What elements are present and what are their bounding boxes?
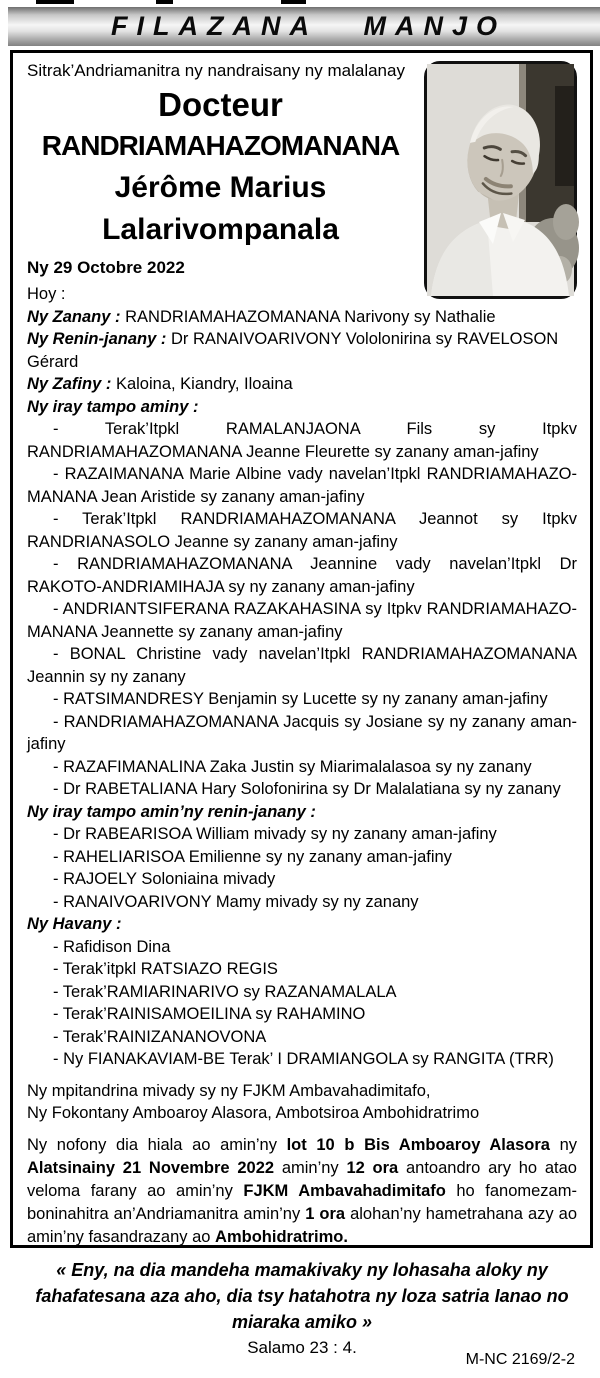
deceased-name-line: Docteur [158,86,283,123]
section-heading: Ny Havany : [27,915,122,933]
intro-line: Sitrak’Andriamanitra ny nandraisany ny malalanay [27,61,405,80]
family-list-item: - RANDRIAMAHAZOMANANA Jacquis sy Josiane sy ny zanany aman-jafiny [27,712,577,753]
family-list-item: - ANDRIANTSIFERANA RAZAKAHASINA sy Itpkv RANDRIAMAHAZO-MANANA Jeannette sy zanany aman-jafiny [27,600,577,641]
acknowledgement-line: Ny Fokontany Amboaroy Alasora, Ambotsiroa Ambohidratrimo [27,1104,480,1122]
family-list-item: - Terak’RAMIARINARIVO sy RAZANAMALALA [53,982,397,1001]
family-list-item: - RAHELIARISOA Emilienne sy ny zanany aman-jafiny [53,847,452,866]
relation-names: Dr RANAIVOARIVONY Vololonirina sy RAVELOSON Gérard [27,330,559,371]
relation-line [27,306,577,329]
family-list-item: - RAZAIMANANA Marie Albine vady navelan’Itpkl RANDRIAMAHAZO-MANANA Jean Aristide sy zanany aman-jafiny [27,465,577,506]
announcement-bold-text: 1 ora [305,1204,346,1223]
family-list-item: - Terak’RAINIZANANOVONA [53,1027,267,1046]
family-list-item: - Dr RABEARISOA William mivady sy ny zanany aman-jafiny [53,825,497,843]
print-artifact [156,0,173,4]
announcement-bold-text: Ambohidratrimo. [215,1227,348,1246]
portrait-photo [427,64,574,296]
section-heading: Ny iray tampo amin’ny renin-janany : [27,802,316,821]
announcement-bold-text: FJKM Ambavahadimitafo [243,1181,446,1200]
relation-label: Ny Renin-janany : [27,330,167,348]
relation-names: RANDRIAMAHAZOMANANA Narivony sy Nathalie [125,307,496,326]
deceased-name-line: RANDRIAMAHAZOMANANA [41,130,400,161]
family-list-item: - RAJOELY Soloniaina mivady [53,870,276,888]
announcement-bold-text: 12 ora [346,1158,399,1177]
deceased-name-line: Lalarivompanala [102,213,339,246]
masthead-banner [8,7,600,46]
family-list-item: - BONAL Christine vady navelan’Itpkl RANDRIAMAHAZOMANANA Jeannin sy ny zanany [27,645,577,686]
footer-row [27,1336,577,1378]
family-list-item: - Terak’RAINISAMOEILINA sy RAHAMINO [53,1005,366,1023]
family-list-item: - RANAIVOARIVONY Mamy mivady sy ny zanany [53,892,419,911]
relation-label: Ny Zanany : [27,307,121,326]
family-list-item: - Terak’Itpkl RANDRIAMAHAZOMANANA Jeannot sy Itpkv RANDRIANASOLO Jeanne sy zanany aman-jafiny [27,510,577,551]
family-section [27,801,577,914]
print-artifact [36,0,74,4]
hoy-line: Hoy : [27,285,66,303]
relations-list [27,306,577,396]
relation-line [27,328,577,373]
relation-label: Ny Zafiny : [27,375,112,393]
psalm-reference: Salamo 23 : 4. [247,1337,357,1357]
family-list-item: - RANDRIAMAHAZOMANANA Jeannine vady navelan’Itpkl Dr RAKOTO-ANDRIAMIHAJA sy ny zanany aman-jafiny [27,555,577,596]
family-section [27,913,577,1071]
funeral-announcement: Ny nofony dia hiala ao amin’ny lot 10 b Bis Amboaroy Alasora ny Alatsinainy 21 Novembre 2022 amin’ny 12 ora antoandro ary ho atao veloma farany ao amin’ny FJKM Ambavahadimitafo ho fanomezam-boninahitra an’Andriamanitra amin’ny 1 ora alohan’ny hametrahana azy ao amin’ny fasandrazany ao Ambohidratrimo. [27,1135,577,1246]
print-artifact [281,0,306,4]
acknowledgement-line: Ny mpitandrina mivady sy ny FJKM Ambavahadimitafo, [27,1081,431,1100]
family-sections [27,396,577,1071]
deceased-name-line: Jérôme Marius [114,171,327,204]
family-section [27,396,577,801]
relation-names: Kaloina, Kiandry, Iloaina [115,375,293,393]
family-list-item: - RATSIMANDRESY Benjamin sy Lucette sy ny zanany aman-jafiny [53,690,548,708]
announcement-bold-text: lot 10 b Bis Amboaroy Alasora [286,1135,550,1154]
notice-reference-code: M-NC 2169/2-2 [465,1350,575,1368]
date-line: Ny 29 Octobre 2022 [27,258,185,277]
section-heading: Ny iray tampo aminy : [27,397,199,416]
masthead-title: FILAZANA MANJO [111,11,506,41]
obituary-notice-box [10,50,593,1368]
family-list-item: - Terak’itpkl RATSIAZO REGIS [53,960,278,978]
portrait-photo-frame [424,61,577,299]
family-list-item: - Rafidison Dina [53,937,171,956]
announcement-bold-text: Alatsinainy 21 Novembre 2022 [27,1158,275,1177]
family-list-item: - RAZAFIMANALINA Zaka Justin sy Miarimalalasoa sy ny zanany [53,757,532,776]
family-list-item: - Terak’Itpkl RAMALANJAONA Fils sy Itpkv RANDRIAMAHAZOMANANA Jeanne Fleurette sy zanany aman-jafiny [27,420,577,461]
acknowledgements [27,1080,577,1125]
relation-line [27,373,577,396]
family-list-item: - Ny FIANAKAVIAM-BE Terak’ I DRAMIANGOLA sy RANGITA (TRR) [53,1050,554,1068]
family-list-item: - Dr RABETALIANA Hary Solofonirina sy Dr Malalatiana sy ny zanany [53,780,561,798]
scripture-quote: « Eny, na dia mandeha mamakivaky ny lohasaha aloky ny fahafatesana aza aho, dia tsy hatahotra ny loza satria Ianao no miaraka amiko » [35,1259,569,1332]
